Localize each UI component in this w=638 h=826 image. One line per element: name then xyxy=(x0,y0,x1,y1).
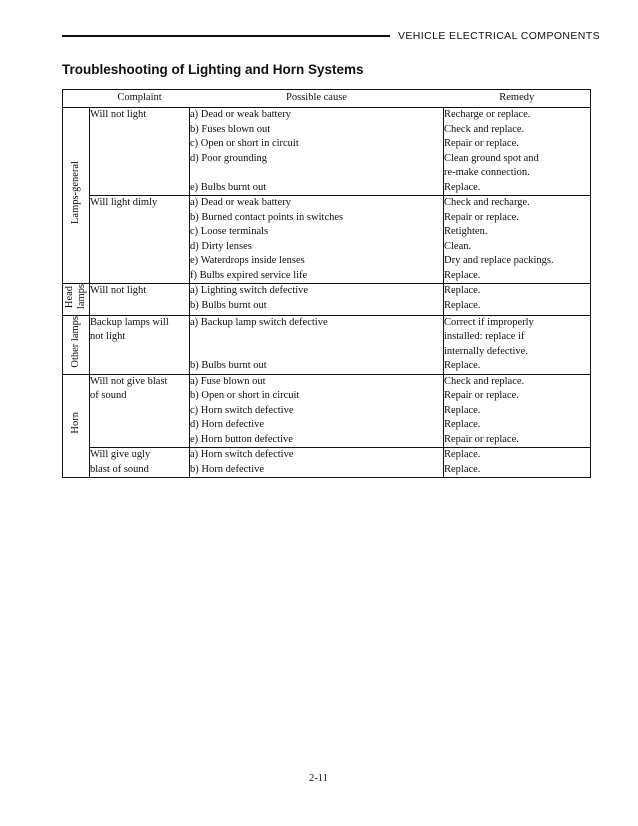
remedy-line: Retighten. xyxy=(444,226,488,237)
cause-line: b) Open or short in circuit xyxy=(190,390,300,402)
complaint-cell xyxy=(90,374,190,448)
troubleshooting-table xyxy=(62,89,591,478)
remedy-line: Replace. xyxy=(444,181,481,193)
cause-line: e) Waterdrops inside lenses xyxy=(190,255,305,266)
cause-line: b) Bulbs burnt out xyxy=(190,299,267,311)
section-header: VEHICLE ELECTRICAL COMPONENTS xyxy=(398,30,600,42)
remedy-cell xyxy=(444,108,591,196)
complaint-cell xyxy=(90,448,190,478)
cause-line: a) Horn switch defective xyxy=(190,449,294,461)
complaint-text: Will not light xyxy=(90,285,147,296)
cause-line: e) Bulbs burnt out xyxy=(190,181,267,193)
remedy-line: Replace. xyxy=(444,360,481,372)
table-row xyxy=(63,284,591,316)
remedy-line: Recharge or replace. xyxy=(444,109,531,120)
cause-line xyxy=(190,330,443,345)
category-cell xyxy=(63,108,90,284)
cause-line: a) Backup lamp switch defective xyxy=(190,316,328,328)
complaint-cell xyxy=(90,284,190,316)
cause-line: a) Dead or weak battery xyxy=(190,109,291,120)
table-body xyxy=(63,108,591,478)
remedy-cell xyxy=(444,374,591,448)
category-cell xyxy=(63,315,90,374)
cause-line: a) Lighting switch defective xyxy=(190,285,309,296)
remedy-line: Correct if improperly xyxy=(444,316,534,328)
cause-line: b) Bulbs burnt out xyxy=(190,360,267,372)
category-cell xyxy=(63,374,90,478)
remedy-line: Replace. xyxy=(444,285,481,296)
remedy-line: Check and replace. xyxy=(444,123,525,135)
cause-line: d) Poor grounding xyxy=(190,152,267,164)
category-label: Head lamps xyxy=(64,284,87,310)
complaint-cell xyxy=(90,108,190,196)
remedy-line: Repair or replace. xyxy=(444,211,519,223)
cause-line xyxy=(190,166,443,181)
table-row xyxy=(63,196,591,284)
cause-line: c) Open or short in circuit xyxy=(190,138,299,149)
complaint-cell xyxy=(90,315,190,374)
cause-line: b) Burned contact points in switches xyxy=(190,211,344,223)
cause-line: c) Horn switch defective xyxy=(190,404,294,416)
cause-line: b) Fuses blown out xyxy=(190,123,271,135)
complaint-cell xyxy=(90,196,190,284)
cause-line: a) Fuse blown out xyxy=(190,375,266,387)
cause-line: d) Horn defective xyxy=(190,419,265,431)
remedy-header: Remedy xyxy=(444,90,591,108)
complaint-text: Will not light xyxy=(90,109,147,120)
remedy-cell xyxy=(444,315,591,374)
cause-line: c) Loose terminals xyxy=(190,226,269,237)
table-row xyxy=(63,108,591,196)
cause-cell xyxy=(190,448,444,478)
remedy-cell xyxy=(444,284,591,316)
table-row xyxy=(63,448,591,478)
complaint-text: Will not give blast of sound xyxy=(90,375,168,402)
remedy-line: Check and recharge. xyxy=(444,197,530,208)
cause-line xyxy=(190,345,443,360)
remedy-line: Replace. xyxy=(444,463,481,475)
remedy-line: Repair or replace. xyxy=(444,138,519,149)
category-header xyxy=(63,90,90,108)
remedy-line: installed: replace if xyxy=(444,331,525,343)
remedy-line: Repair or replace. xyxy=(444,433,519,445)
cause-header: Possible cause xyxy=(190,90,444,108)
cause-cell xyxy=(190,315,444,374)
remedy-line: Clean ground spot and xyxy=(444,152,539,164)
complaint-text: Will light dimly xyxy=(90,197,158,208)
remedy-line: Replace. xyxy=(444,299,481,311)
complaint-header: Complaint xyxy=(90,90,190,108)
cause-line: f) Bulbs expired service life xyxy=(190,269,308,281)
remedy-cell xyxy=(444,196,591,284)
remedy-line: Repair or replace. xyxy=(444,390,519,402)
cause-cell xyxy=(190,108,444,196)
page-title: Troubleshooting of Lighting and Horn Systems xyxy=(62,62,364,77)
cause-line: d) Dirty lenses xyxy=(190,240,252,252)
remedy-line: Replace. xyxy=(444,404,481,416)
header-rule xyxy=(62,35,390,37)
table-row xyxy=(63,374,591,448)
category-label: Lamps-general xyxy=(70,161,81,225)
cause-cell xyxy=(190,374,444,448)
remedy-cell xyxy=(444,448,591,478)
cause-cell xyxy=(190,196,444,284)
remedy-line: Replace. xyxy=(444,419,481,431)
table-header-row xyxy=(63,90,591,108)
category-label: Other lamps xyxy=(70,316,81,368)
remedy-line: Dry and replace packings. xyxy=(444,255,554,266)
page-number: 2-11 xyxy=(309,773,328,784)
cause-line: b) Horn defective xyxy=(190,463,265,475)
cause-line: a) Dead or weak battery xyxy=(190,197,291,208)
complaint-text: Backup lamps will not light xyxy=(90,316,169,343)
table-row xyxy=(63,315,591,374)
remedy-line: Replace. xyxy=(444,449,481,461)
remedy-line: re-make connection. xyxy=(444,167,530,178)
cause-cell xyxy=(190,284,444,316)
cause-line: e) Horn button defective xyxy=(190,433,293,445)
remedy-line: Clean. xyxy=(444,240,472,252)
remedy-line: internally defective. xyxy=(444,345,528,357)
category-cell xyxy=(63,284,90,316)
remedy-line: Check and replace. xyxy=(444,375,525,387)
remedy-line: Replace. xyxy=(444,269,481,281)
complaint-text: Will give ugly blast of sound xyxy=(90,449,151,475)
category-label: Horn xyxy=(70,412,81,434)
